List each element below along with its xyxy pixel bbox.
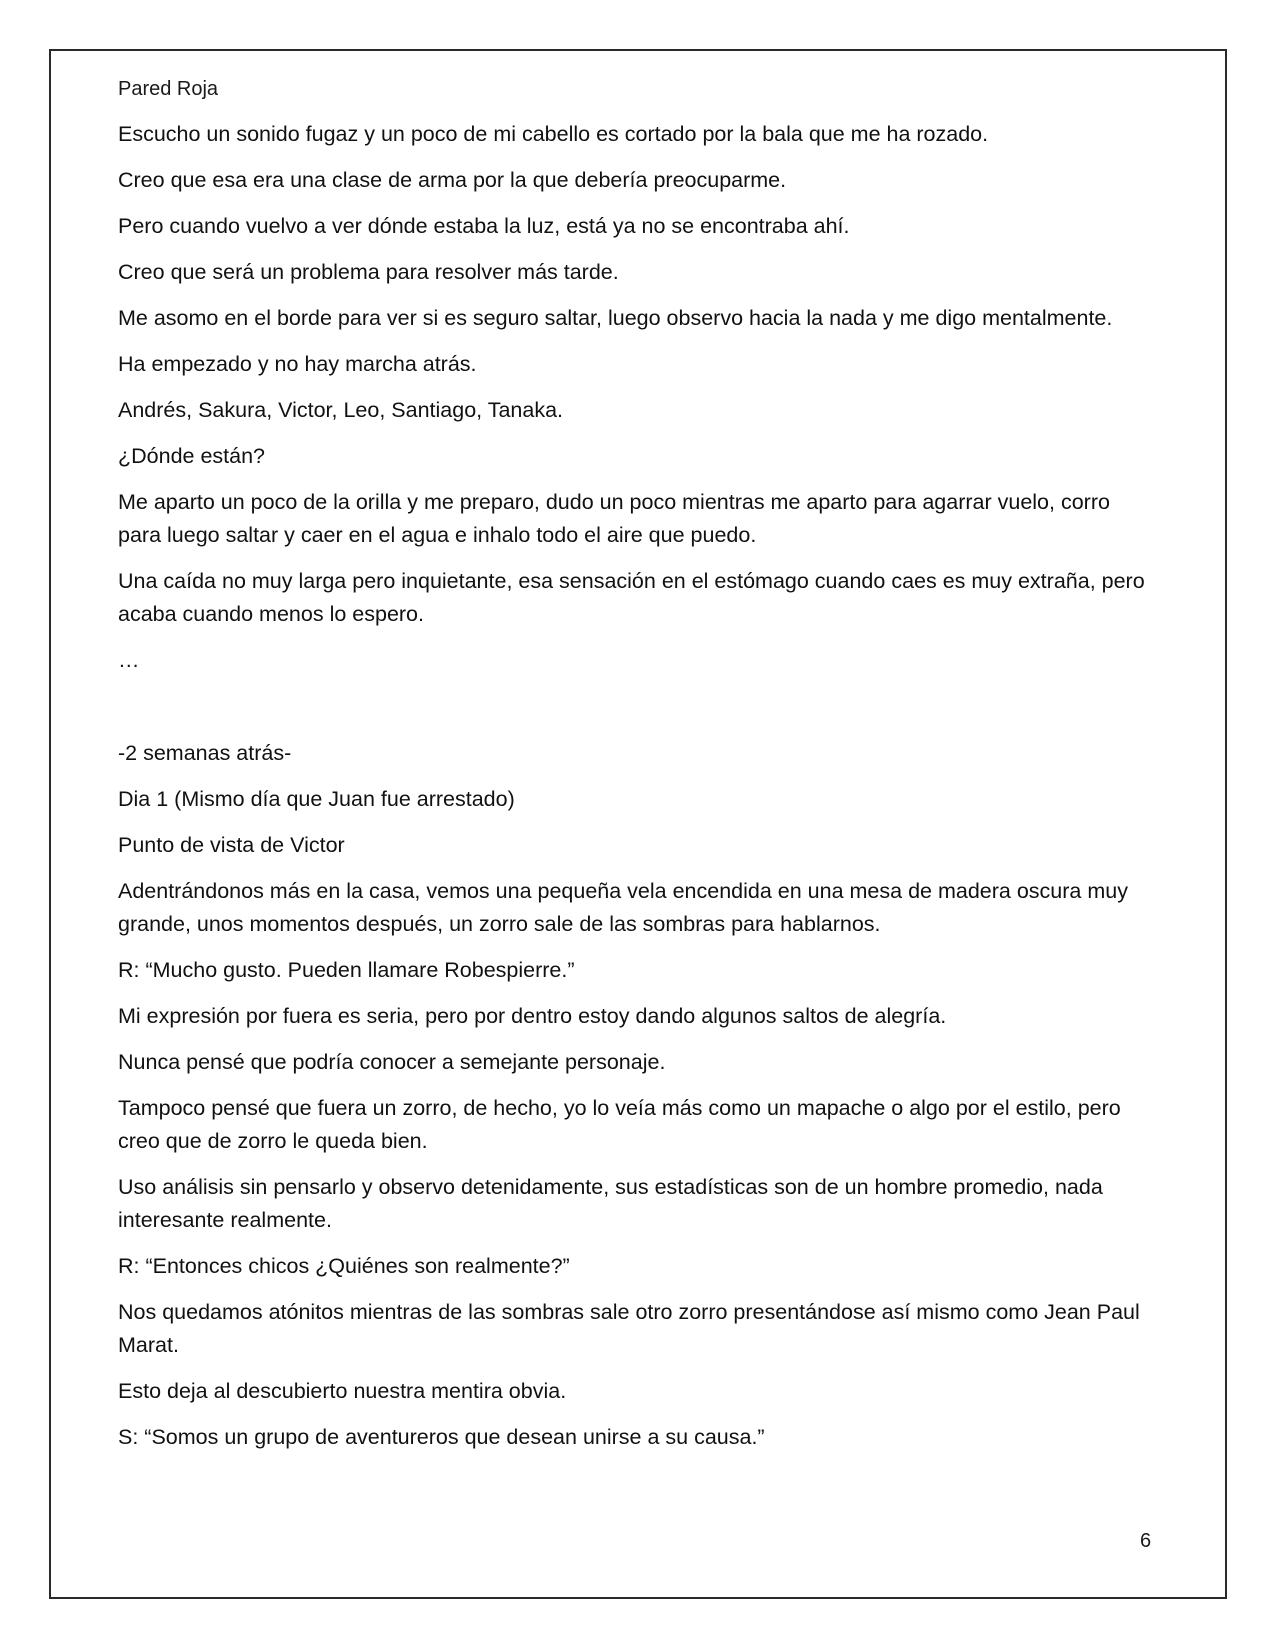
paragraph: Esto deja al descubierto nuestra mentira obvia.: [118, 1379, 567, 1403]
paragraph: Pero cuando vuelvo a ver dónde estaba la luz, está ya no se encontraba ahí.: [118, 214, 850, 238]
paragraph: Uso análisis sin pensarlo y observo detenidamente, sus estadísticas son de un hombre promedio, nada interesante realmente.: [118, 1175, 1103, 1232]
paragraph: Una caída no muy larga pero inquietante, esa sensación en el estómago cuando caes es muy extraña, pero acaba cuando menos lo espero.: [118, 569, 1145, 626]
paragraph: Escucho un sonido fugaz y un poco de mi cabello es cortado por la bala que me ha rozado.: [118, 122, 989, 146]
paragraph: Adentrándonos más en la casa, vemos una pequeña vela encendida en una mesa de madera oscura muy grande, unos momentos después, un zorro sale de las sombras para hablarnos.: [118, 879, 1128, 936]
paragraph: Ha empezado y no hay marcha atrás.: [118, 352, 477, 376]
paragraph: Me aparto un poco de la orilla y me preparo, dudo un poco mientras me aparto para agarrar vuelo, corro para luego saltar y caer en el agua e inhalo todo el aire que puedo.: [118, 490, 1110, 547]
page-number: 6: [1140, 1530, 1152, 1552]
dialogue-line: R: “Entonces chicos ¿Quiénes son realmente?”: [118, 1254, 570, 1278]
paragraph: Mi expresión por fuera es seria, pero por dentro estoy dando algunos saltos de alegría.: [118, 1004, 947, 1028]
paragraph: Creo que esa era una clase de arma por la que debería preocuparme.: [118, 168, 787, 192]
paragraph: Andrés, Sakura, Victor, Leo, Santiago, Tanaka.: [118, 398, 564, 422]
dialogue-line: S: “Somos un grupo de aventureros que desean unirse a su causa.”: [118, 1425, 765, 1449]
paragraph: Creo que será un problema para resolver más tarde.: [118, 260, 619, 284]
paragraph: Tampoco pensé que fuera un zorro, de hecho, yo lo veía más como un mapache o algo por el estilo, pero creo que de zorro le queda bien.: [118, 1096, 1121, 1153]
paragraph: Nunca pensé que podría conocer a semejante personaje.: [118, 1050, 666, 1074]
paragraph: ¿Dónde están?: [118, 444, 266, 468]
point-of-view-heading: Punto de vista de Victor: [118, 833, 345, 857]
chapter-day-heading: Dia 1 (Mismo día que Juan fue arrestado): [118, 787, 515, 811]
paragraph: Me asomo en el borde para ver si es seguro saltar, luego observo hacia la nada y me digo mentalmente.: [118, 306, 1113, 330]
document-header: Pared Roja: [118, 78, 219, 100]
dialogue-line: R: “Mucho gusto. Pueden llamare Robespierre.”: [118, 958, 575, 982]
ellipsis-paragraph: …: [118, 648, 140, 672]
paragraph: Nos quedamos atónitos mientras de las sombras sale otro zorro presentándose así mismo como Jean Paul Marat.: [118, 1300, 1140, 1357]
document-body: [118, 118, 1158, 1467]
scene-marker: -2 semanas atrás-: [118, 741, 292, 765]
